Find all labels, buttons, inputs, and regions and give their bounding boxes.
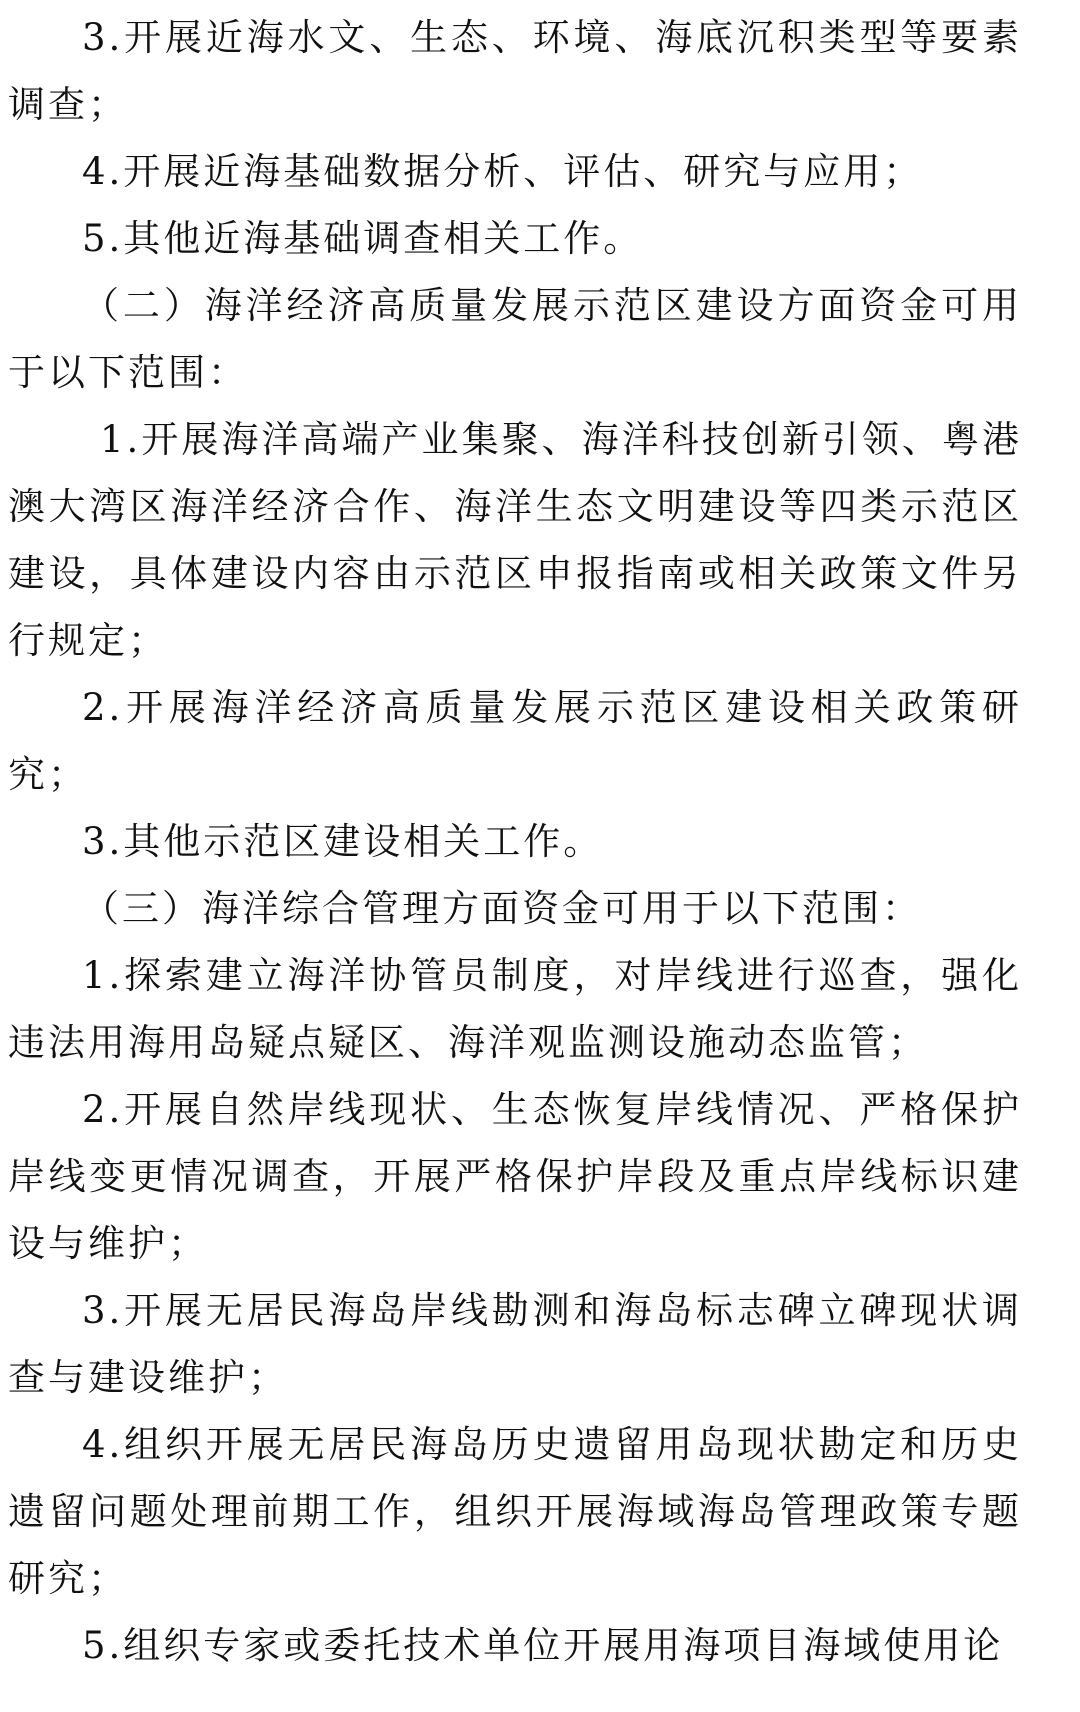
paragraph-item-4-island-history: 4.组织开展无居民海岛历史遗留用岛现状勘定和历史遗留问题处理前期工作，组织开展海域海岛管理政策专题研究； [8,1423,1022,1600]
paragraph-item-3-survey: 3.开展近海水文、生态、环境、海底沉积类型等要素调查； [8,16,1022,126]
paragraph-item-5-other-survey: 5.其他近海基础调查相关工作。 [82,217,644,260]
paragraph-item-2-policy-research: 2.开展海洋经济高质量发展示范区建设相关政策研究； [8,686,1022,796]
paragraph-item-2-coastline-survey: 2.开展自然岸线现状、生态恢复岸线情况、严格保护岸线变更情况调查，开展严格保护岸段及重点岸线标识建设与维护； [8,1088,1022,1265]
paragraph-item-1-demonstration-zones: 1.开展海洋高端产业集聚、海洋科技创新引领、粤港澳大湾区海洋经济合作、海洋生态文明建设等四类示范区建设，具体建设内容由示范区申报指南或相关政策文件另行规定； [8,418,1022,662]
paragraph-item-5-expert-review: 5.组织专家或委托技术单位开展用海项目海域使用论 [82,1624,1004,1667]
paragraph-item-1-coastline-patrol: 1.探索建立海洋协管员制度，对岸线进行巡查，强化违法用海用岛疑点疑区、海洋观监测设施动态监管； [8,954,1022,1064]
paragraph-item-4-analysis: 4.开展近海基础数据分析、评估、研究与应用； [82,150,924,193]
section-heading-integrated-management: （三）海洋综合管理方面资金可用于以下范围： [82,887,922,930]
paragraph-item-3-island-survey: 3.开展无居民海岛岸线勘测和海岛标志碑立碑现状调查与建设维护； [8,1289,1022,1399]
section-heading-demonstration-zone: （二）海洋经济高质量发展示范区建设方面资金可用于以下范围： [8,284,1022,394]
paragraph-item-3-other-zone-work: 3.其他示范区建设相关工作。 [82,820,604,863]
